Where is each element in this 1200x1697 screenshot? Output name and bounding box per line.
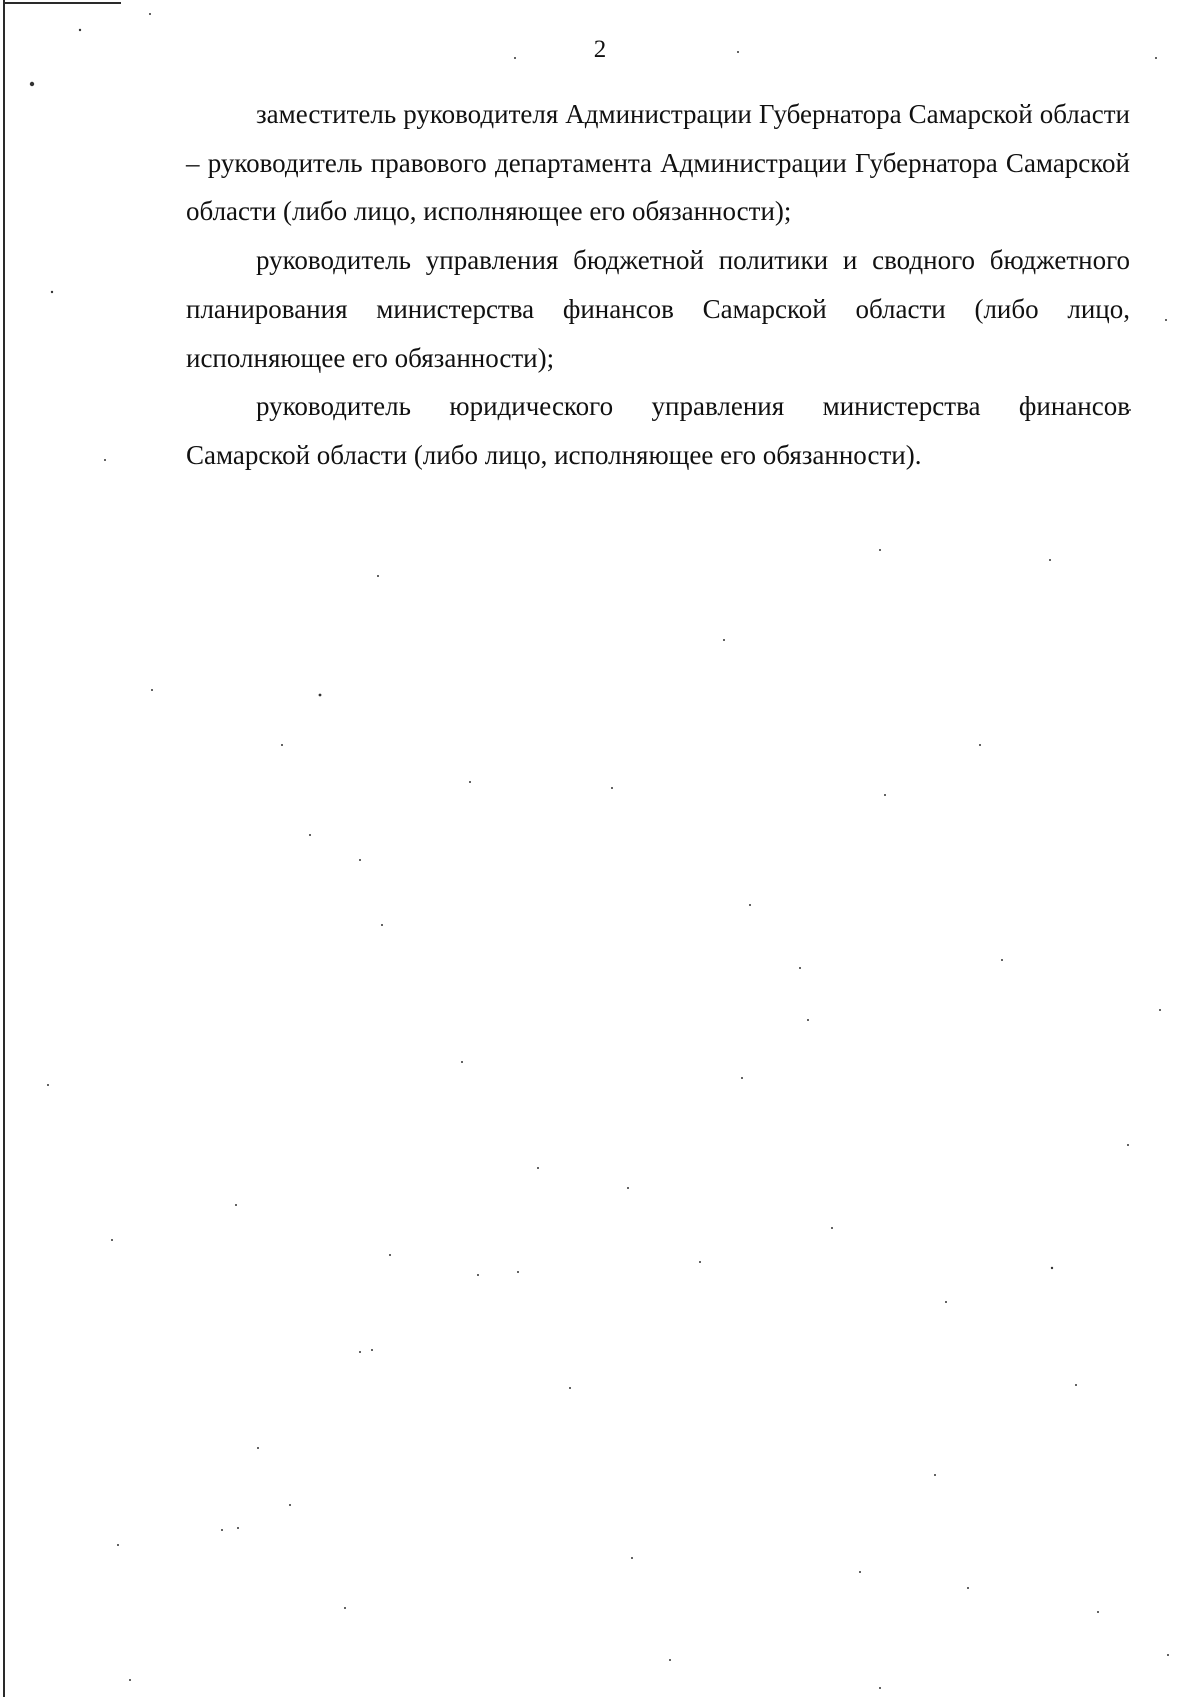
document-body	[186, 90, 1130, 480]
paragraph-head-budget-policy-department: руководитель управления бюджетной политики и сводного бюджетного планирования министерства финансов Самарской области (либо лицо, исполняющее его обязанности);	[186, 245, 1130, 373]
paragraph-deputy-head-legal-department: заместитель руководителя Администрации Губернатора Самарской области – руководитель правового департамента Администрации Губернатора Самарской области (либо лицо, исполняющее его обязанности);	[186, 99, 1130, 227]
page-number: 2	[593, 36, 607, 63]
paragraph-head-legal-department-finance: руководитель юридического управления министерства финансов Самарской области (либо лицо, исполняющее его обязанности).	[186, 391, 1130, 470]
